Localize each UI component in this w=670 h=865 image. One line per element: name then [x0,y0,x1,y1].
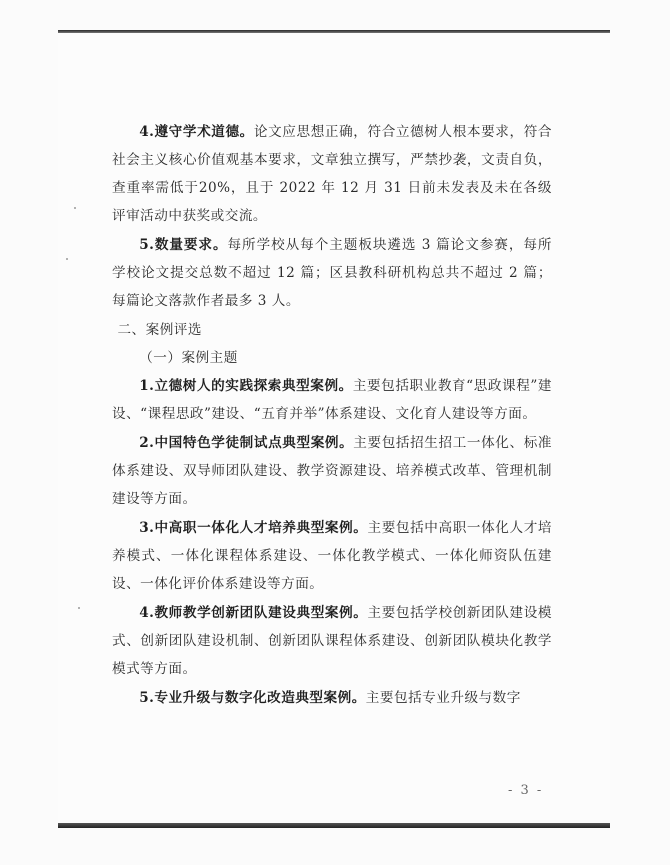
paragraph-text: 论文应思想正确，符合立德树人根本要求，符合社会主义核心价值观基本要求，文章独立撰写，严禁抄袭，文责自负，查重率需低于20%，且于 2022 年 12 月 31 日前未发表及未在各级评审活动中获奖或交流。 [112,124,552,224]
page-number: - 3 - [508,783,544,798]
scan-speck [78,607,80,609]
page-top-edge [58,30,610,33]
paragraph-text: 主要包括中高职一体化人才培养模式、一体化课程体系建设、一体化教学模式、一体化师资队伍建设、一体化评价体系建设等方面。 [112,520,552,592]
paragraph-lead: 1.立德树人的实践探索典型案例。 [139,378,353,394]
paragraph-case-1 [112,372,552,428]
paragraph-text: 主要包括专业升级与数字 [365,690,521,706]
paragraph-lead: 4.教师教学创新团队建设典型案例。 [139,605,368,621]
scan-speck [74,207,76,209]
paragraph-case-2 [112,429,552,513]
paragraph-lead: 5.专业升级与数字化改造典型案例。 [139,690,366,706]
subsection-heading: （一）案例主题 [139,350,238,366]
scan-speck [66,258,68,260]
paragraph-quantity-requirements [112,231,552,315]
page-bottom-edge [58,823,610,828]
paragraph-lead: 4.遵守学术道德。 [139,124,254,140]
paragraph-case-5 [112,684,552,712]
paragraph-case-4 [112,599,552,683]
document-body [112,118,552,713]
paragraph-text: 主要包括招生招工一体化、标准体系建设、双导师团队建设、教学资源建设、培养模式改革、管理机制建设等方面。 [112,435,552,507]
paragraph-lead: 5.数量要求。 [139,237,228,253]
paragraph-case-3 [112,514,552,598]
section-heading: 二、案例评选 [117,322,202,338]
paragraph-text: 每所学校从每个主题板块遴选 3 篇论文参赛，每所学校论文提交总数不超过 12 篇；区县教科研机构总共不超过 2 篇；每篇论文落款作者最多 3 人。 [112,237,552,309]
paragraph-lead: 3.中高职一体化人才培养典型案例。 [139,520,368,536]
paragraph-text: 主要包括职业教育“思政课程”建设、“课程思政”建设、“五育并举”体系建设、文化育人建设等方面。 [112,378,552,422]
paragraph-academic-ethics [112,118,552,230]
paragraph-lead: 2.中国特色学徒制试点典型案例。 [139,435,354,451]
paragraph-text: 主要包括学校创新团队建设模式、创新团队建设机制、创新团队课程体系建设、创新团队模块化教学模式等方面。 [112,605,552,677]
